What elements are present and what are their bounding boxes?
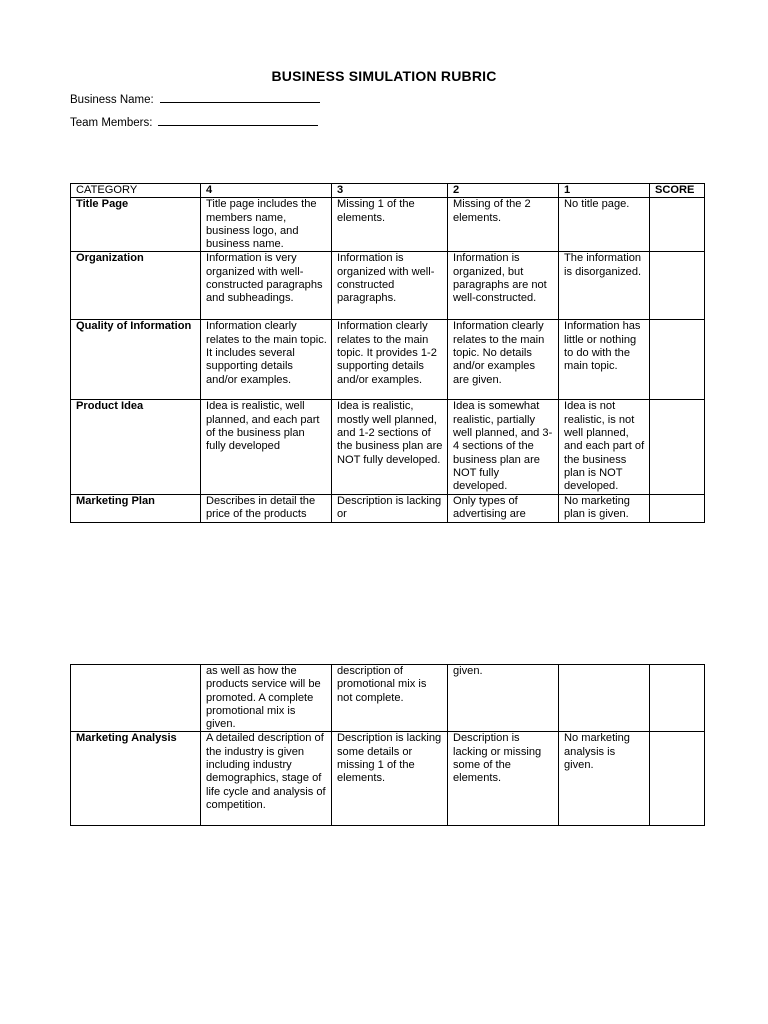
row-cell-4: Title page includes the members name, business logo, and business name. (201, 198, 332, 252)
row-category (71, 665, 201, 732)
row-cell-2: Description is lacking or missing some of the elements. (448, 732, 559, 826)
row-cell-2: Only types of advertising are (448, 494, 559, 522)
header-row (71, 184, 705, 198)
row-category: Title Page (71, 198, 201, 252)
rubric-table (70, 183, 705, 523)
row-score (650, 252, 705, 320)
row-category: Organization (71, 252, 201, 320)
row-cell-4: Information is very organized with well-constructed paragraphs and subheadings. (201, 252, 332, 320)
table-row (71, 198, 705, 252)
row-score (650, 198, 705, 252)
row-cell-3: Idea is realistic, mostly well planned, and 1-2 sections of the business plan are NOT fully developed. (332, 400, 448, 494)
business-name-label: Business Name: (70, 94, 154, 106)
row-category: Marketing Plan (71, 494, 201, 522)
row-category: Quality of Information (71, 320, 201, 400)
header-1: 1 (559, 184, 650, 198)
table-row (71, 732, 705, 826)
row-score (650, 320, 705, 400)
row-cell-3: Missing 1 of the elements. (332, 198, 448, 252)
document-title: BUSINESS SIMULATION RUBRIC (271, 68, 497, 84)
header-2: 2 (448, 184, 559, 198)
header-3: 3 (332, 184, 448, 198)
row-cell-3: Information is organized with well-constructed paragraphs. (332, 252, 448, 320)
team-members-blank (158, 124, 318, 126)
row-cell-1: No title page. (559, 198, 650, 252)
team-members-label: Team Members: (70, 117, 153, 129)
row-score (650, 400, 705, 494)
header-score: SCORE (650, 184, 705, 198)
row-cell-4: Information clearly relates to the main topic. It includes several supporting details and/or examples. (201, 320, 332, 400)
row-cell-4: as well as how the products service will be promoted. A complete promotional mix is given. (201, 665, 332, 732)
row-cell-1: Information has little or nothing to do with the main topic. (559, 320, 650, 400)
header-category: CATEGORY (71, 184, 201, 198)
row-cell-2: Information clearly relates to the main topic. No details and/or examples are given. (448, 320, 559, 400)
row-cell-2: given. (448, 665, 559, 732)
header-4: 4 (201, 184, 332, 198)
row-cell-2: Information is organized, but paragraphs are not well-constructed. (448, 252, 559, 320)
business-name-blank (160, 101, 320, 103)
row-cell-3: Description is lacking or (332, 494, 448, 522)
row-cell-1: The information is disorganized. (559, 252, 650, 320)
row-category: Product Idea (71, 400, 201, 494)
row-cell-1: No marketing plan is given. (559, 494, 650, 522)
row-cell-3: Description is lacking some details or missing 1 of the elements. (332, 732, 448, 826)
row-cell-1: No marketing analysis is given. (559, 732, 650, 826)
rubric-table-continued (70, 664, 705, 826)
row-cell-1: Idea is not realistic, is not well planned, and each part of the business plan is NOT developed. (559, 400, 650, 494)
table-row (71, 320, 705, 400)
row-cell-1 (559, 665, 650, 732)
row-cell-4: Describes in detail the price of the products (201, 494, 332, 522)
table-row (71, 252, 705, 320)
row-cell-3: description of promotional mix is not complete. (332, 665, 448, 732)
row-cell-3: Information clearly relates to the main topic. It provides 1-2 supporting details and/or examples. (332, 320, 448, 400)
table-row (71, 494, 705, 522)
row-cell-2: Missing of the 2 elements. (448, 198, 559, 252)
team-members-field (70, 117, 318, 129)
row-category: Marketing Analysis (71, 732, 201, 826)
row-score (650, 494, 705, 522)
row-cell-4: Idea is realistic, well planned, and each part of the business plan fully developed (201, 400, 332, 494)
table-row (71, 400, 705, 494)
row-score (650, 665, 705, 732)
row-cell-2: Idea is somewhat realistic, partially well planned, and 3-4 sections of the business plan are NOT fully developed. (448, 400, 559, 494)
row-cell-4: A detailed description of the industry is given including industry demographics, stage of life cycle and analysis of competition. (201, 732, 332, 826)
business-name-field (70, 94, 320, 106)
row-score (650, 732, 705, 826)
table-row (71, 665, 705, 732)
